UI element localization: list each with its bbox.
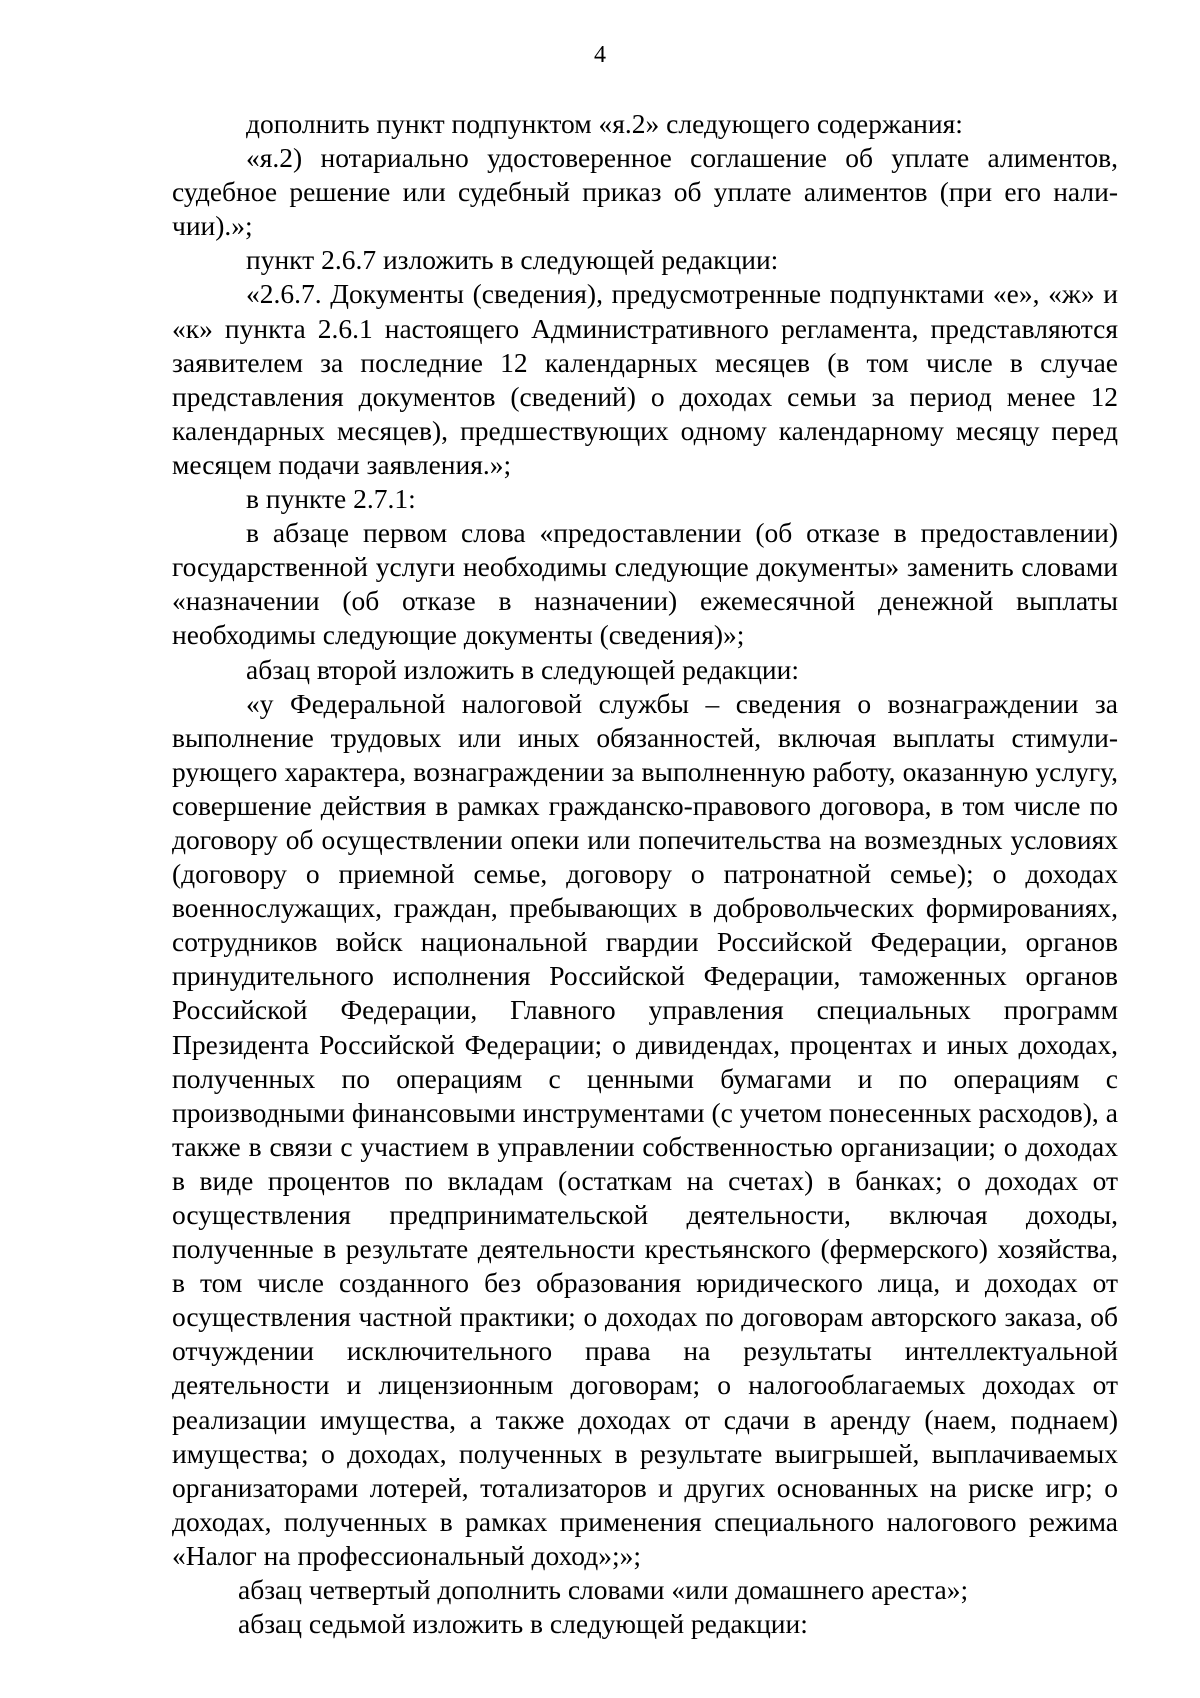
paragraph-subitem-ya2: «я.2) нотариально удостоверенное соглашение об уплате алиментов, судебное решение или судебный приказ об уплате алиментов (при его наличии).»;	[172, 142, 1118, 242]
paragraph-tax-service-text: «у Федеральной налоговой службы – сведения о вознаграждении за выполнение трудовых или иных обязанностей, включая выплаты стимулирующего характера, вознаграждении за выполненную работу, оказанную услугу, совершение действия в рамках гражданско-правового договора, в том числе по договору об осуществлении опеки или попечительства на возмездных условиях (договору о приемной семье, договору о патронатной семье); о доходах военнослужащих, граждан, пребывающих в добровольческих формированиях, сотрудников войск национальной гвардии Российской Федерации, органов принудительного исполнения Российской Федерации, таможенных органов Российской Федерации, Главного управления специальных программ Президента Российской Федерации; о дивидендах, процентах и иных доходах, полученных по операциям с ценными бумагами и по операциям с производными финансовыми инструментами (с учетом понесенных расходов), а также в связи с участием в управлении собственностью организации; о доходах в виде процентов по вкладам (остаткам на счетах) в банках; о доходах от осуществления предпринимательской деятельности, включая доходы, полученные в результате деятельности крестьянского (фермерского) хозяйства, в том числе созданного без образования юридического лица, и доходах от осуществления частной практики; о доходах по договорам авторского заказа, об отчуждении исключительного права на результаты интеллектуальной деятельности и лицензионным договорам; о налогооблагаемых доходах от реализации имущества, а также доходах от сдачи в аренду (наем, поднаем) имущества; о доходах, полученных в результате выигрышей, выплачиваемых организаторами лотерей, тотализаторов и других основанных на риске игр; о доходах, полученных в рамках применения специального налогового режима «Налог на профессиональный доход»;»;	[172, 687, 1118, 1571]
paragraph-item-271-intro: в пункте 2.7.1:	[246, 483, 416, 515]
document-body	[172, 107, 1118, 1641]
paragraph-item-267-intro: пункт 2.6.7 изложить в следующей редакции:	[246, 244, 779, 276]
paragraph-supplement-subitem: дополнить пункт подпунктом «я.2» следующего содержания:	[246, 108, 963, 139]
paragraph-second-abzac-intro: абзац второй изложить в следующей редакции:	[246, 653, 800, 685]
paragraph-item-267-text: «2.6.7. Документы (сведения), предусмотренные подпунктами «е», «ж» и «к» пункта 2.6.1 настоящего Административного регламента, представляются заявителем за последние 12 календарных месяцев (в том числе в случае представления документов (сведений) о доходах семьи за период менее 12 календарных месяцев), предшествующих одному календарному месяцу перед месяцем подачи заявления.»;	[172, 278, 1118, 480]
paragraph-fourth-abzac: абзац четвертый дополнить словами «или домашнего ареста»;	[238, 1574, 969, 1606]
paragraph-first-abzac: в абзаце первом слова «предоставлении (об отказе в предоставлении) государственной услуги необходимы следующие документы» заменить словами «назначении (об отказе в назначении) ежемесячной денежной выплаты необходимы следующие документы (сведения)»;	[172, 517, 1118, 651]
page-number: 4	[594, 42, 606, 68]
paragraph-seventh-abzac: абзац седьмой изложить в следующей редакции:	[238, 1608, 808, 1640]
